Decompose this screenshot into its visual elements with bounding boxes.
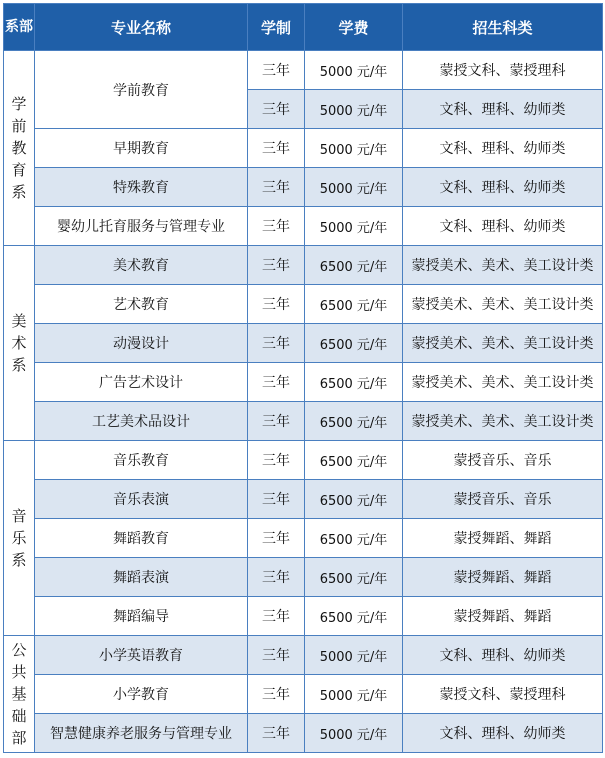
years-cell: 三年 bbox=[248, 324, 305, 363]
category-cell: 蒙授音乐、音乐 bbox=[403, 441, 603, 480]
table-row bbox=[4, 558, 603, 597]
fee-cell: 5000 元/年 bbox=[305, 636, 403, 675]
table-row bbox=[4, 714, 603, 753]
fee-cell: 6500 元/年 bbox=[305, 597, 403, 636]
header-category: 招生科类 bbox=[403, 4, 603, 51]
fee-cell: 6500 元/年 bbox=[305, 402, 403, 441]
table-row bbox=[4, 597, 603, 636]
category-cell: 文科、理科、幼师类 bbox=[403, 636, 603, 675]
major-cell: 舞蹈编导 bbox=[35, 597, 248, 636]
years-cell: 三年 bbox=[248, 363, 305, 402]
table-row bbox=[4, 441, 603, 480]
fee-cell: 5000 元/年 bbox=[305, 207, 403, 246]
category-cell: 蒙授文科、蒙授理科 bbox=[403, 675, 603, 714]
fee-cell: 5000 元/年 bbox=[305, 90, 403, 129]
fee-cell: 6500 元/年 bbox=[305, 324, 403, 363]
category-cell: 蒙授美术、美术、美工设计类 bbox=[403, 324, 603, 363]
major-cell: 小学英语教育 bbox=[35, 636, 248, 675]
table-row bbox=[4, 285, 603, 324]
fee-cell: 5000 元/年 bbox=[305, 129, 403, 168]
fee-cell: 6500 元/年 bbox=[305, 285, 403, 324]
fee-cell: 5000 元/年 bbox=[305, 675, 403, 714]
category-cell: 蒙授美术、美术、美工设计类 bbox=[403, 402, 603, 441]
fee-cell: 6500 元/年 bbox=[305, 558, 403, 597]
major-cell: 舞蹈教育 bbox=[35, 519, 248, 558]
dept-preschool: 学前教育系 bbox=[4, 51, 35, 246]
years-cell: 三年 bbox=[248, 90, 305, 129]
major-cell: 学前教育 bbox=[35, 51, 248, 129]
major-cell: 美术教育 bbox=[35, 246, 248, 285]
years-cell: 三年 bbox=[248, 597, 305, 636]
category-cell: 文科、理科、幼师类 bbox=[403, 168, 603, 207]
fee-cell: 5000 元/年 bbox=[305, 714, 403, 753]
category-cell: 文科、理科、幼师类 bbox=[403, 714, 603, 753]
major-cell: 音乐表演 bbox=[35, 480, 248, 519]
years-cell: 三年 bbox=[248, 519, 305, 558]
category-cell: 文科、理科、幼师类 bbox=[403, 90, 603, 129]
years-cell: 三年 bbox=[248, 558, 305, 597]
header-major: 专业名称 bbox=[35, 4, 248, 51]
fee-cell: 6500 元/年 bbox=[305, 363, 403, 402]
years-cell: 三年 bbox=[248, 51, 305, 90]
table-row bbox=[4, 402, 603, 441]
category-cell: 蒙授美术、美术、美工设计类 bbox=[403, 246, 603, 285]
major-cell: 婴幼儿托育服务与管理专业 bbox=[35, 207, 248, 246]
fee-cell: 6500 元/年 bbox=[305, 519, 403, 558]
category-cell: 蒙授文科、蒙授理科 bbox=[403, 51, 603, 90]
category-cell: 蒙授舞蹈、舞蹈 bbox=[403, 519, 603, 558]
major-cell: 智慧健康养老服务与管理专业 bbox=[35, 714, 248, 753]
table-row bbox=[4, 636, 603, 675]
fee-cell: 5000 元/年 bbox=[305, 168, 403, 207]
category-cell: 蒙授音乐、音乐 bbox=[403, 480, 603, 519]
table-row bbox=[4, 51, 603, 90]
years-cell: 三年 bbox=[248, 441, 305, 480]
years-cell: 三年 bbox=[248, 168, 305, 207]
dept-music: 音乐系 bbox=[4, 441, 35, 636]
major-cell: 艺术教育 bbox=[35, 285, 248, 324]
fee-cell: 6500 元/年 bbox=[305, 246, 403, 285]
category-cell: 文科、理科、幼师类 bbox=[403, 129, 603, 168]
major-cell: 广告艺术设计 bbox=[35, 363, 248, 402]
table-row bbox=[4, 519, 603, 558]
category-cell: 文科、理科、幼师类 bbox=[403, 207, 603, 246]
category-cell: 蒙授美术、美术、美工设计类 bbox=[403, 285, 603, 324]
dept-general-foundation: 公共基础部 bbox=[4, 636, 35, 753]
category-cell: 蒙授舞蹈、舞蹈 bbox=[403, 597, 603, 636]
years-cell: 三年 bbox=[248, 246, 305, 285]
major-cell: 音乐教育 bbox=[35, 441, 248, 480]
table-row bbox=[4, 129, 603, 168]
major-cell: 小学教育 bbox=[35, 675, 248, 714]
admissions-table bbox=[3, 3, 603, 753]
header-years: 学制 bbox=[248, 4, 305, 51]
table-header-row bbox=[4, 4, 603, 51]
years-cell: 三年 bbox=[248, 285, 305, 324]
years-cell: 三年 bbox=[248, 636, 305, 675]
table-row bbox=[4, 324, 603, 363]
dept-fine-arts: 美术系 bbox=[4, 246, 35, 441]
years-cell: 三年 bbox=[248, 207, 305, 246]
major-cell: 工艺美术品设计 bbox=[35, 402, 248, 441]
table-row bbox=[4, 246, 603, 285]
years-cell: 三年 bbox=[248, 675, 305, 714]
years-cell: 三年 bbox=[248, 129, 305, 168]
table-row bbox=[4, 675, 603, 714]
fee-cell: 5000 元/年 bbox=[305, 51, 403, 90]
years-cell: 三年 bbox=[248, 480, 305, 519]
table-row bbox=[4, 207, 603, 246]
major-cell: 舞蹈表演 bbox=[35, 558, 248, 597]
table-row bbox=[4, 363, 603, 402]
header-fee: 学费 bbox=[305, 4, 403, 51]
fee-cell: 6500 元/年 bbox=[305, 441, 403, 480]
fee-cell: 6500 元/年 bbox=[305, 480, 403, 519]
table-row bbox=[4, 168, 603, 207]
years-cell: 三年 bbox=[248, 714, 305, 753]
category-cell: 蒙授舞蹈、舞蹈 bbox=[403, 558, 603, 597]
header-dept: 系部 bbox=[4, 4, 35, 51]
major-cell: 动漫设计 bbox=[35, 324, 248, 363]
major-cell: 早期教育 bbox=[35, 129, 248, 168]
years-cell: 三年 bbox=[248, 402, 305, 441]
table-row bbox=[4, 480, 603, 519]
category-cell: 蒙授美术、美术、美工设计类 bbox=[403, 363, 603, 402]
major-cell: 特殊教育 bbox=[35, 168, 248, 207]
